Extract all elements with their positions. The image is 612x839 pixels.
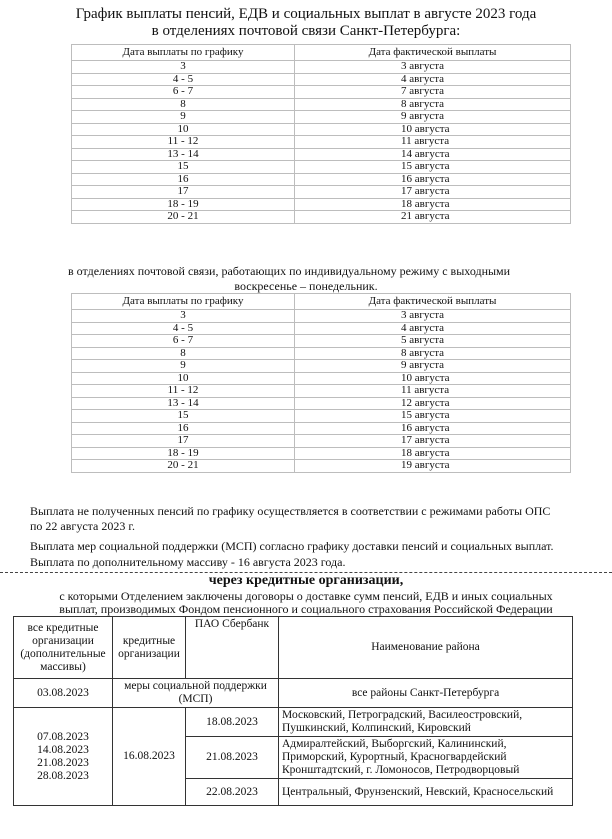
scheduled-date: 16 [72,422,295,435]
schedule-table-main-body [72,61,571,224]
actual-date: 17 августа [295,186,571,199]
actual-date: 18 августа [295,198,571,211]
schedule-row [72,211,571,224]
schedule-row [72,161,571,174]
schedule-row [72,173,571,186]
individual-mode-note: в отделениях почтовой связи, работающих по индивидуальному режиму с выходными [68,264,511,278]
schedule-row [72,322,571,335]
scheduled-date: 15 [72,161,295,174]
scheduled-date: 18 - 19 [72,198,295,211]
note-msp: Выплата мер социальной поддержки (МСП) согласно графику доставки пенсий и социальных выплат. [30,539,554,553]
scheduled-date: 8 [72,98,295,111]
schedule-row [72,360,571,373]
schedule-row [72,86,571,99]
scheduled-date: 18 - 19 [72,447,295,460]
actual-date: 4 августа [295,73,571,86]
schedule-row [72,385,571,398]
actual-date: 16 августа [295,173,571,186]
scheduled-date: 17 [72,186,295,199]
scheduled-date: 10 [72,123,295,136]
actual-date: 10 августа [295,123,571,136]
schedule-table-main [71,44,571,224]
page-subtitle: в отделениях почтовой связи Санкт-Петербурга: [151,23,461,39]
msp-region: все районы Санкт-Петербурга [279,679,573,708]
actual-date: 15 августа [295,410,571,423]
col-header-actual: Дата фактической выплаты [295,45,571,61]
msp-label: меры социальной поддержки (МСП) [113,679,279,708]
actual-date: 16 августа [295,422,571,435]
scheduled-date: 4 - 5 [72,73,295,86]
col-header-actual: Дата фактической выплаты [295,294,571,310]
scheduled-date: 3 [72,61,295,74]
scheduled-date: 9 [72,111,295,124]
scheduled-date: 13 - 14 [72,148,295,161]
header-all-credit-orgs: все кредитные организации (дополнительные массивы) [14,617,113,679]
scheduled-date: 3 [72,310,295,323]
scheduled-date: 4 - 5 [72,322,295,335]
schedule-row [72,347,571,360]
schedule-row [72,397,571,410]
note-unreceived-2: по 22 августа 2023 г. [30,519,135,533]
col-header-scheduled: Дата выплаты по графику [72,45,295,61]
credit-orgs-date: 16.08.2023 [113,708,186,806]
individual-mode-note-2: воскресенье – понедельник. [234,279,378,293]
header-credit-orgs: кредитные организации [113,617,186,679]
actual-date: 17 августа [295,435,571,448]
schedule-row [72,435,571,448]
sberbank-regions-1: Московский, Петроградский, Василеостровский, Пушкинский, Колпинский, Кировский [279,708,573,737]
scheduled-date: 16 [72,173,295,186]
actual-date: 18 августа [295,447,571,460]
scheduled-date: 15 [72,410,295,423]
actual-date: 19 августа [295,460,571,473]
schedule-row [72,198,571,211]
scheduled-date: 17 [72,435,295,448]
schedule-row [72,136,571,149]
schedule-row [72,460,571,473]
scheduled-date: 6 - 7 [72,335,295,348]
actual-date: 7 августа [295,86,571,99]
schedule-row [72,73,571,86]
sberbank-date-2: 21.08.2023 [186,737,279,779]
credit-orgs-table [13,616,573,806]
scheduled-date: 10 [72,372,295,385]
scheduled-date: 9 [72,360,295,373]
col-header-scheduled: Дата выплаты по графику [72,294,295,310]
note-unreceived-1: Выплата не полученных пенсий по графику осуществляется в соответствии с режимами работы ОПС [30,504,551,518]
schedule-table-individual-body [72,310,571,473]
schedule-row [72,148,571,161]
scheduled-date: 13 - 14 [72,397,295,410]
actual-date: 14 августа [295,148,571,161]
schedule-row [72,422,571,435]
header-region-name: Наименование района [279,617,573,679]
sberbank-date-1: 18.08.2023 [186,708,279,737]
schedule-row [72,111,571,124]
schedule-row [72,372,571,385]
credit-line-1: с которыми Отделением заключены договоры о доставке сумм пенсий, ЕДВ и иных социальных [59,589,553,603]
sberbank-regions-2: Адмиралтейский, Выборгский, Калининский, Приморский, Курортный, Красногвардейский Кронштадтский, г. Ломоносов, Петродворцовый [279,737,573,779]
note-additional: Выплата по дополнительному массиву - 16 августа 2023 года. [30,555,346,569]
schedule-row [72,447,571,460]
sberbank-date-3: 22.08.2023 [186,779,279,806]
actual-date: 11 августа [295,385,571,398]
actual-date: 8 августа [295,98,571,111]
actual-date: 3 августа [295,310,571,323]
schedule-row [72,410,571,423]
actual-date: 5 августа [295,335,571,348]
page-title: График выплаты пенсий, ЕДВ и социальных выплат в августе 2023 года [75,6,537,22]
credit-line-2: выплат, производимых Фондом пенсионного и социального страхования Российской Федерации [59,602,553,616]
actual-date: 12 августа [295,397,571,410]
actual-date: 15 августа [295,161,571,174]
actual-date: 21 августа [295,211,571,224]
credit-heading: через кредитные организации, [208,573,404,588]
actual-date: 4 августа [295,322,571,335]
actual-date: 10 августа [295,372,571,385]
scheduled-date: 20 - 21 [72,211,295,224]
actual-date: 8 августа [295,347,571,360]
schedule-row [72,61,571,74]
schedule-row [72,310,571,323]
scheduled-date: 11 - 12 [72,136,295,149]
scheduled-date: 11 - 12 [72,385,295,398]
actual-date: 11 августа [295,136,571,149]
header-sberbank: ПАО Сбербанк [186,617,279,679]
scheduled-date: 20 - 21 [72,460,295,473]
additional-dates: 07.08.2023 14.08.2023 21.08.2023 28.08.2023 [14,708,113,806]
scheduled-date: 8 [72,347,295,360]
actual-date: 9 августа [295,111,571,124]
sberbank-regions-3: Центральный, Фрунзенский, Невский, Красносельский [279,779,573,806]
schedule-row [72,123,571,136]
msp-date: 03.08.2023 [14,679,113,708]
schedule-row [72,186,571,199]
actual-date: 3 августа [295,61,571,74]
scheduled-date: 6 - 7 [72,86,295,99]
schedule-row [72,98,571,111]
schedule-table-individual [71,293,571,473]
actual-date: 9 августа [295,360,571,373]
schedule-row [72,335,571,348]
